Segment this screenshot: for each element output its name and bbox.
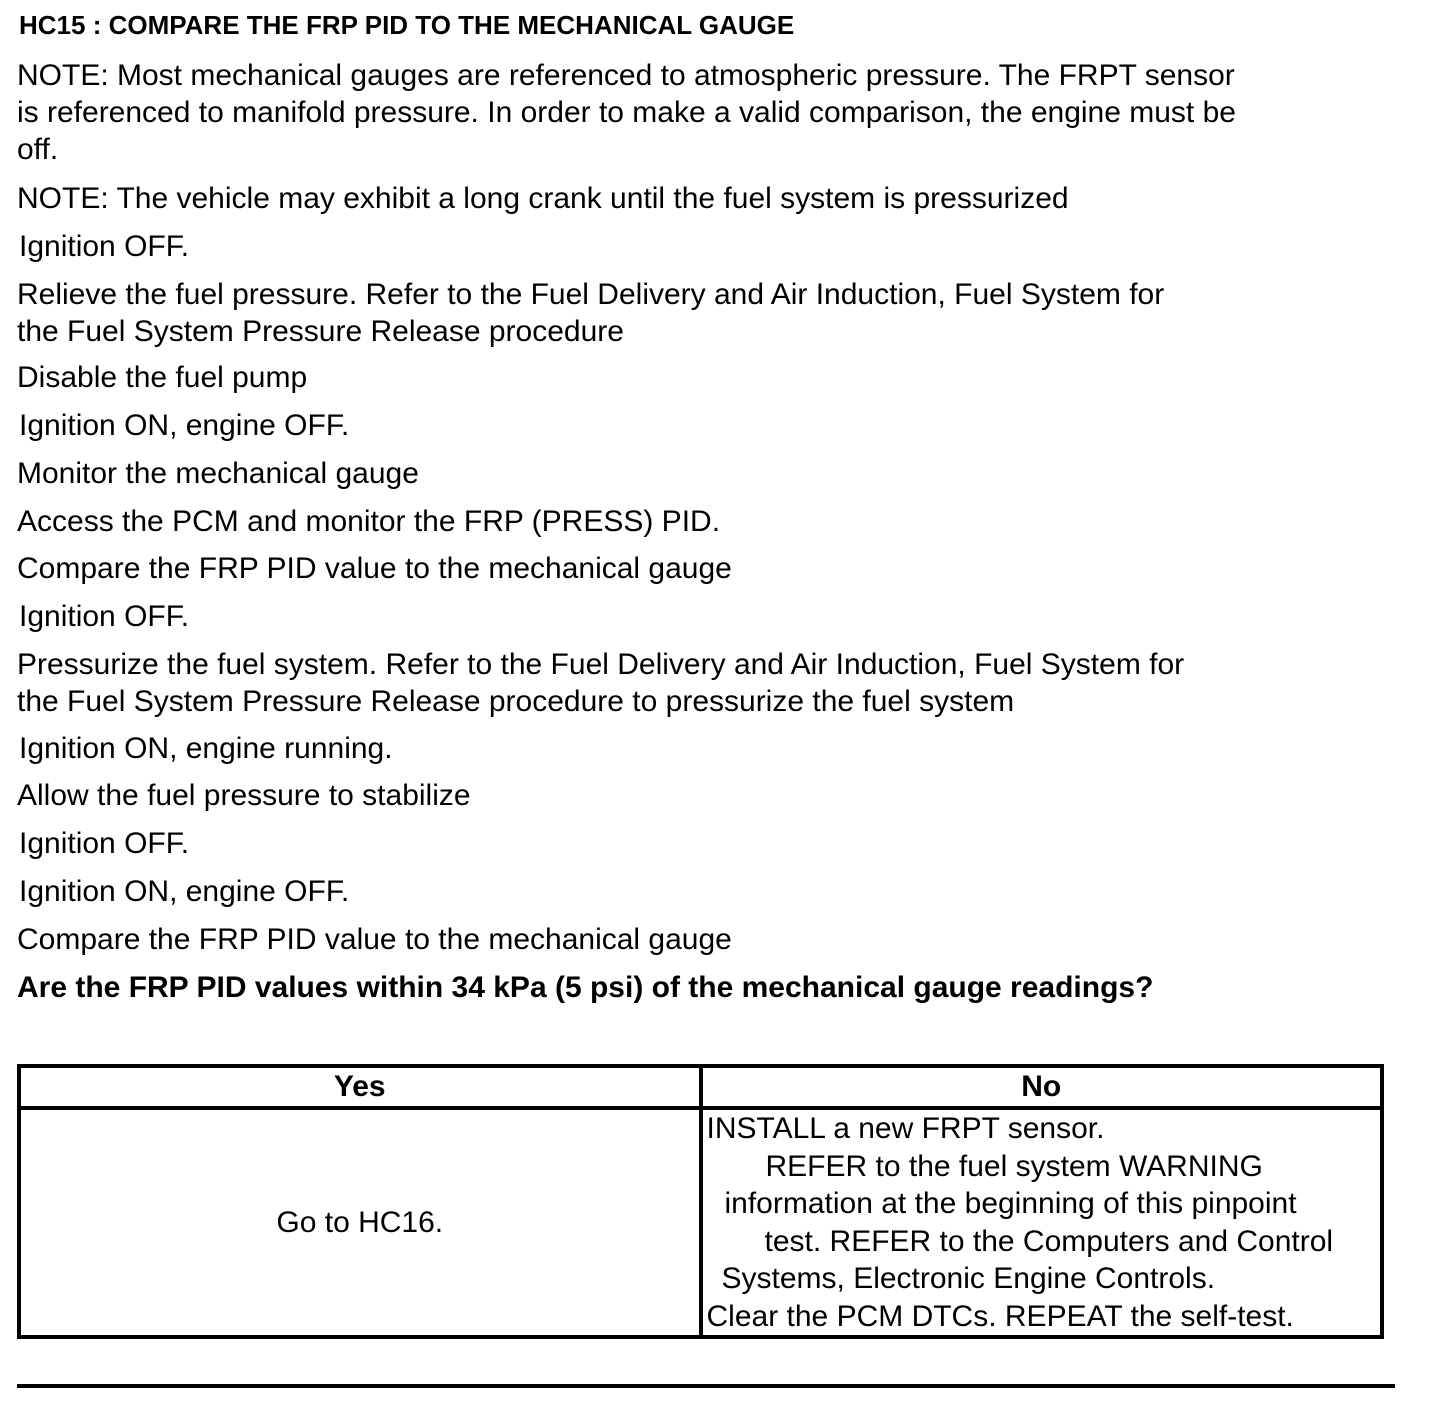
step-line: Relieve the fuel pressure. Refer to the Fuel Delivery and Air Induction, Fuel System for bbox=[17, 278, 1165, 311]
no-action-line: REFER to the fuel system WARNING bbox=[765, 1149, 1263, 1183]
step-line: Pressurize the fuel system. Refer to the Fuel Delivery and Air Induction, Fuel System for bbox=[17, 648, 1185, 681]
procedure-step bbox=[19, 873, 349, 910]
procedure-step bbox=[17, 276, 1164, 350]
procedure-step bbox=[17, 503, 720, 540]
step-line: Access the PCM and monitor the FRP (PRESS) PID. bbox=[17, 505, 721, 538]
procedure-step bbox=[17, 777, 471, 814]
step-line: Ignition OFF. bbox=[19, 827, 190, 860]
procedure-step bbox=[17, 359, 307, 396]
procedure-step bbox=[17, 646, 1184, 720]
step-line: off. bbox=[17, 133, 59, 166]
no-action-cell bbox=[701, 1108, 1383, 1337]
procedure-step bbox=[17, 455, 419, 492]
step-line: Ignition ON, engine OFF. bbox=[19, 409, 350, 442]
bottom-divider bbox=[17, 1384, 1395, 1388]
note-step bbox=[17, 180, 1069, 217]
no-column-header: No bbox=[701, 1066, 1383, 1108]
note-step bbox=[17, 57, 1236, 168]
no-action-line: test. REFER to the Computers and Control bbox=[764, 1224, 1334, 1258]
yes-action-cell: Go to HC16. bbox=[19, 1108, 701, 1337]
table-header-row bbox=[19, 1066, 1382, 1108]
step-line: NOTE: Most mechanical gauges are referenced to atmospheric pressure. The FRPT sensor bbox=[17, 59, 1235, 92]
result-table bbox=[17, 1064, 1384, 1339]
test-question: Are the FRP PID values within 34 kPa (5 psi) of the mechanical gauge readings? bbox=[17, 971, 1154, 1004]
procedure-step bbox=[17, 550, 732, 587]
no-action-line: information at the beginning of this pinpoint bbox=[724, 1187, 1297, 1220]
procedure-step bbox=[19, 730, 393, 767]
procedure-step bbox=[19, 825, 189, 862]
procedure-step bbox=[19, 407, 349, 444]
step-line: Monitor the mechanical gauge bbox=[17, 457, 419, 490]
procedure-step bbox=[17, 921, 732, 958]
no-action-line: INSTALL a new FRPT sensor. bbox=[706, 1112, 1105, 1145]
step-line: NOTE: The vehicle may exhibit a long crank until the fuel system is pressurized bbox=[17, 182, 1069, 215]
procedure-step bbox=[19, 598, 189, 635]
step-line: Disable the fuel pump bbox=[17, 361, 308, 394]
step-line: Ignition OFF. bbox=[19, 600, 190, 633]
step-line: Ignition ON, engine OFF. bbox=[19, 875, 350, 908]
table-row bbox=[19, 1108, 1382, 1337]
no-action-line: Clear the PCM DTCs. REPEAT the self-test. bbox=[706, 1299, 1294, 1333]
yes-column-header: Yes bbox=[19, 1066, 701, 1108]
step-line: Ignition ON, engine running. bbox=[19, 732, 393, 765]
step-line: Compare the FRP PID value to the mechanical gauge bbox=[17, 923, 732, 956]
step-line: is referenced to manifold pressure. In order to make a valid comparison, the engine must be bbox=[17, 96, 1236, 129]
procedure-step bbox=[19, 228, 189, 265]
step-line: Allow the fuel pressure to stabilize bbox=[17, 779, 471, 812]
step-line: Ignition OFF. bbox=[19, 230, 190, 263]
step-line: Compare the FRP PID value to the mechanical gauge bbox=[17, 552, 732, 585]
step-line: the Fuel System Pressure Release procedure bbox=[17, 315, 624, 348]
page-title: HC15 : COMPARE THE FRP PID TO THE MECHANICAL GAUGE bbox=[19, 10, 795, 40]
step-line: the Fuel System Pressure Release procedure to pressurize the fuel system bbox=[17, 685, 1015, 718]
no-action-line: Systems, Electronic Engine Controls. bbox=[721, 1262, 1216, 1295]
